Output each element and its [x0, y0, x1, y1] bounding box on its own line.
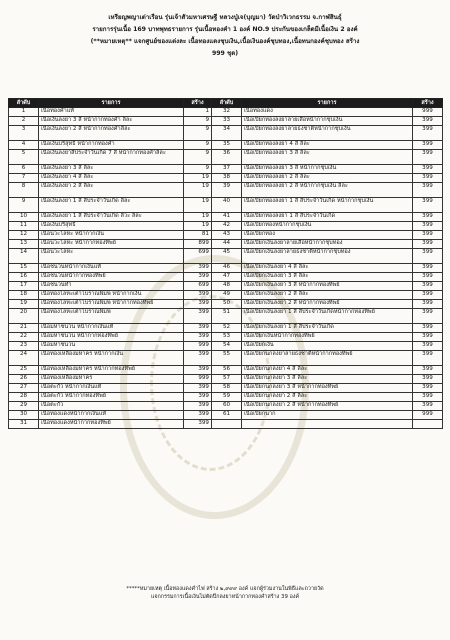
row-number: 22: [9, 333, 39, 342]
row-count: [413, 420, 443, 429]
table-row: [9, 273, 443, 282]
row-item: เนื้อเปียกทองหน้ากากชุบเงิน: [242, 222, 413, 231]
row-item: เนื้อเปียกทองลงยาลายเสือหน้ากากชุบเงิน: [242, 117, 413, 126]
row-count: 399: [184, 366, 212, 375]
row-number: 58: [212, 384, 242, 393]
row-number: 28: [9, 393, 39, 402]
row-item: เนื้อเงินลงยา 1 สี สีประจำวันเกิด ลีวะ ลีละ: [39, 213, 184, 222]
table-row: [9, 342, 443, 351]
col-header-no: ลำดับ: [9, 99, 39, 108]
row-number: 45: [212, 249, 242, 264]
table-row: [9, 264, 443, 273]
row-count: 399: [413, 342, 443, 351]
row-number: 41: [212, 213, 242, 222]
row-count: 19: [184, 222, 212, 231]
row-number: 46: [212, 264, 242, 273]
row-number: 53: [212, 333, 242, 342]
row-item: เนื้อทองโลหะเต่าโบราณพิมพ์: [39, 309, 184, 324]
row-count: 399: [413, 150, 443, 165]
row-item: เนื้อเปียกเงินลงยา 4 สี ลีละ: [242, 264, 413, 273]
row-item: เนื้อเปียกนกลงยา 4 สี ลีละ: [242, 366, 413, 375]
row-item: เนื้อเงินลงยา 4 สี ลีละ: [39, 174, 184, 183]
header-note: (**หมายเหตุ** แจกศูนย์ของแต่งละ เนื้อทองแดงชุบเงิน,เนื้อเงินองค์ชุบทอง,เนื้อทนกองค์ชุบทอง สร้าง: [90, 38, 360, 45]
row-count: 399: [184, 393, 212, 402]
row-number: 24: [9, 351, 39, 366]
row-number: 7: [9, 174, 39, 183]
row-count: 399: [413, 249, 443, 264]
table-row: [9, 183, 443, 198]
row-number: 23: [9, 342, 39, 351]
row-item: เนื้อเงินบริสุทธิ์ หน้ากากทองคำ: [39, 141, 184, 150]
header-note-cont: 999 ชุด): [211, 50, 239, 57]
row-item: เนื้อเงินลงยาสีประจำวันเกิด 7 สี หน้ากากทองคำลีละ: [39, 150, 184, 165]
row-number: 47: [212, 273, 242, 282]
table-row: [9, 375, 443, 384]
row-number: 42: [212, 222, 242, 231]
row-number: 36: [212, 150, 242, 165]
table-row: [9, 174, 443, 183]
row-number: 43: [212, 231, 242, 240]
row-number: 55: [212, 351, 242, 366]
row-count: 699: [184, 282, 212, 291]
row-item: เนื้อชนวนหน้ากากเงินแท้: [39, 264, 184, 273]
row-item: เนื้อชนวนหน้ากากทองทิพย์: [39, 273, 184, 282]
table-row: [9, 324, 443, 333]
row-count: 399: [184, 384, 212, 393]
row-number: 57: [212, 375, 242, 384]
table-row: [9, 126, 443, 141]
document-footer: [0, 585, 450, 601]
row-item: เนื้อเปียกเงินลงยา 2 สี ลีละ: [242, 291, 413, 300]
table-row: [9, 384, 443, 393]
footer-note: *****หมายเหตุ เนื้อทองแดงคำไฟ สร้าง ๒,๙๙๙ องค์ แจกผู้ร่วมงานในพิธีและถวายวัด: [126, 586, 324, 592]
row-number: 48: [212, 282, 242, 291]
row-number: [212, 420, 242, 429]
row-count: 399: [184, 411, 212, 420]
row-number: 34: [212, 126, 242, 141]
row-item: เนื้อเงินบริสุทธิ์: [39, 222, 184, 231]
row-count: 399: [413, 165, 443, 174]
row-count: 399: [184, 402, 212, 411]
row-count: 399: [413, 273, 443, 282]
row-number: 33: [212, 117, 242, 126]
row-number: 11: [9, 222, 39, 231]
table-row: [9, 231, 443, 240]
row-number: 35: [212, 141, 242, 150]
row-item: เนื้อมหาชนวน หน้ากากทองทิพย์: [39, 333, 184, 342]
row-count: 19: [184, 183, 212, 198]
row-number: 4: [9, 141, 39, 150]
row-count: 399: [413, 141, 443, 150]
row-item: เนื้อทองเหลืองมหาคร หน้ากากเงิน: [39, 351, 184, 366]
row-count: 9: [184, 126, 212, 141]
row-item: เนื้อเปียกนกลงยา 3 สี ลีละ: [242, 375, 413, 384]
row-number: 14: [9, 249, 39, 264]
row-count: 399: [413, 402, 443, 411]
row-number: 52: [212, 324, 242, 333]
table-row: [9, 117, 443, 126]
row-item: เนื้อเปียกเงินลงยา 1 สี สีประจำวันเกิด: [242, 324, 413, 333]
table-row: [9, 393, 443, 402]
row-item: เนื้อมหาชนวน หน้ากากเงินแท้: [39, 324, 184, 333]
row-count: 81: [184, 231, 212, 240]
table-row: [9, 249, 443, 264]
row-item: เนื้อเปียกทองลงยา 3 สี หน้ากากชุบเงิน: [242, 165, 413, 174]
row-item: เนื้อเปียกเงินลงยา 3 สี ลีละ: [242, 273, 413, 282]
row-number: 9: [9, 198, 39, 213]
row-item: เนื้อเปียกทองลงยา 3 สี ลีละ: [242, 150, 413, 165]
row-number: 10: [9, 213, 39, 222]
row-number: 20: [9, 309, 39, 324]
row-number: 32: [212, 108, 242, 117]
table-row: [9, 402, 443, 411]
items-table: [8, 98, 443, 429]
row-number: 51: [212, 309, 242, 324]
row-number: 17: [9, 282, 39, 291]
row-count: 999: [184, 375, 212, 384]
row-count: 399: [413, 300, 443, 309]
row-item: เนื้อทองโลหะเต่าโบราณพิมพ์ หน้ากากทองทิพย์: [39, 300, 184, 309]
row-item: เนื้อทองแดง: [242, 108, 413, 117]
row-count: 399: [413, 393, 443, 402]
row-item: เนื้อเปียกทองลงยาลายธงชาติหน้ากากชุบเงิน: [242, 126, 413, 141]
row-count: 1: [184, 108, 212, 117]
row-count: 699: [184, 249, 212, 264]
row-count: 399: [184, 300, 212, 309]
row-item: เนื้อเปียกเงินลงยาลายธงชาติหน้ากากชุบทอง: [242, 249, 413, 264]
row-count: 399: [184, 273, 212, 282]
row-count: 399: [184, 420, 212, 429]
row-number: 2: [9, 117, 39, 126]
row-number: 30: [9, 411, 39, 420]
row-number: 39: [212, 183, 242, 198]
col-header-count: สร้าง: [184, 99, 212, 108]
row-item: เนื้อเปียกนกลงยา 2 สี หน้ากากทองทิพย์: [242, 402, 413, 411]
row-number: 26: [9, 375, 39, 384]
row-item: เนื้อมหาชนวน: [39, 342, 184, 351]
row-number: 40: [212, 198, 242, 213]
row-item: เนื้อเปียกทองลงยา 2 สี หน้ากากชุบเงิน ลีละ: [242, 183, 413, 198]
row-item: เนื้อทองคำแท้: [39, 108, 184, 117]
col-header-no: ลำดับ: [212, 99, 242, 108]
table-header-row: [9, 99, 443, 108]
table-row: [9, 309, 443, 324]
row-item: เนื้อเงินลงยา 3 สี ลีละ: [39, 165, 184, 174]
row-item: เนื้อตะกั่ว หน้ากากทองทิพย์: [39, 393, 184, 402]
row-count: 399: [413, 222, 443, 231]
row-count: 399: [413, 198, 443, 213]
row-count: 399: [184, 264, 212, 273]
row-number: 19: [9, 300, 39, 309]
row-item: เนื้อทองเหลืองมหาคร หน้ากากทองทิพย์: [39, 366, 184, 375]
row-item: เนื้อเปียกทองลงยา 2 สี ลีละ: [242, 174, 413, 183]
row-count: 399: [413, 366, 443, 375]
row-count: 399: [413, 126, 443, 141]
row-number: 54: [212, 342, 242, 351]
row-count: 399: [413, 291, 443, 300]
row-count: 399: [413, 351, 443, 366]
row-count: 19: [184, 213, 212, 222]
row-count: 399: [413, 309, 443, 324]
table-body: [9, 108, 443, 429]
row-item: เนื้อเงินลงยา 1 สี สีประจำวันเกิด ลีละ: [39, 198, 184, 213]
row-item: เนื้อเปียกเงินหน้ากากทองทิพย์: [242, 333, 413, 342]
row-item: เนื้อเปียกทอง: [242, 231, 413, 240]
row-number: 49: [212, 291, 242, 300]
footer-note-2: แจกกรรมการเนื้อเงินไม่ตัดปีกลงยาหน้ากากทองคำสร้าง 39 องค์: [150, 594, 300, 600]
row-count: 399: [413, 174, 443, 183]
row-item: เนื้อเงินลงยา 3 สี หน้ากากทองคำ ลีละ: [39, 117, 184, 126]
row-number: 61: [212, 411, 242, 420]
table-row: [9, 240, 443, 249]
row-item: เนื้อเปียกเงินลงยา 3 สี หน้ากากทองทิพย์: [242, 282, 413, 291]
table-row: [9, 351, 443, 366]
table-row: [9, 300, 443, 309]
table-row: [9, 291, 443, 300]
row-number: 13: [9, 240, 39, 249]
row-number: 6: [9, 165, 39, 174]
row-item: เนื้อทองเหลืองมหาคร: [39, 375, 184, 384]
row-item: เนื้อนวะโลหะ หน้ากากเงิน: [39, 231, 184, 240]
row-item: เนื้อเปียกทองลงยา 1 สี สีประจำวันเกิด หน้ากากชุบเงิน: [242, 198, 413, 213]
row-item: เนื้อเปียกนกลงยา 2 สี ลีละ: [242, 393, 413, 402]
header-title: เหรียญพญาเต่าเรือน รุ่นเจ้าสัวมหาเศรษฐี หลวงปู่เจ(บุญมา) วัดป่าวิเวกธรรม จ.กาฬสินธุ์: [108, 14, 342, 21]
table-row: [9, 141, 443, 150]
row-item: เนื้อเปียกนกลงยาลายธงชาติหน้ากากทองทิพย์: [242, 351, 413, 366]
row-item: เนื้อเปียกเงิน: [242, 342, 413, 351]
col-header-count: สร้าง: [413, 99, 443, 108]
row-item: [242, 420, 413, 429]
row-number: 59: [212, 393, 242, 402]
row-count: 399: [184, 309, 212, 324]
table-row: [9, 165, 443, 174]
table-row: [9, 198, 443, 213]
row-count: 399: [413, 384, 443, 393]
row-item: เนื้อเงินลงยา 2 สี หน้ากากทองคำลีละ: [39, 126, 184, 141]
row-count: 899: [184, 240, 212, 249]
table-row: [9, 411, 443, 420]
row-count: 399: [413, 282, 443, 291]
row-number: 15: [9, 264, 39, 273]
row-count: 399: [413, 240, 443, 249]
row-count: 999: [413, 411, 443, 420]
row-count: 399: [184, 324, 212, 333]
row-number: 16: [9, 273, 39, 282]
row-number: 18: [9, 291, 39, 300]
table-row: [9, 108, 443, 117]
table-row: [9, 150, 443, 165]
row-item: เนื้อทองแดงหน้ากากทองทิพย์: [39, 420, 184, 429]
table-row: [9, 420, 443, 429]
row-count: 9: [184, 165, 212, 174]
row-count: 19: [184, 174, 212, 183]
row-number: 60: [212, 402, 242, 411]
row-item: เนื้อทองแดงหน้ากากเงินแท้: [39, 411, 184, 420]
row-item: เนื้อเปียกเงินลงยาลายเสือหน้ากากชุบทอง: [242, 240, 413, 249]
row-count: 9: [184, 150, 212, 165]
document-header: [0, 12, 450, 60]
col-header-item: รายการ: [39, 99, 184, 108]
row-number: 25: [9, 366, 39, 375]
row-item: เนื้อเปียกทองลงยา 4 สี ลีละ: [242, 141, 413, 150]
row-count: 399: [413, 117, 443, 126]
row-count: 399: [413, 231, 443, 240]
row-item: เนื้อนวะโลหะ: [39, 249, 184, 264]
row-count: 399: [413, 264, 443, 273]
row-number: 56: [212, 366, 242, 375]
row-item: เนื้อชนวนทำ: [39, 282, 184, 291]
row-number: 31: [9, 420, 39, 429]
row-item: เนื้อตะกั่ว หน้ากากเงินแท้: [39, 384, 184, 393]
row-count: 9: [184, 117, 212, 126]
row-item: เนื้อเงินลงยา 2 สี ลีละ: [39, 183, 184, 198]
table-row: [9, 333, 443, 342]
row-count: 399: [413, 375, 443, 384]
row-number: 50: [212, 300, 242, 309]
col-header-item: รายการ: [242, 99, 413, 108]
row-count: 399: [184, 291, 212, 300]
row-number: 12: [9, 231, 39, 240]
table-row: [9, 282, 443, 291]
table-row: [9, 366, 443, 375]
row-number: 21: [9, 324, 39, 333]
row-count: 399: [413, 333, 443, 342]
row-item: เนื้อเปียกทองลงยา 1 สี สีประจำวันเกิด: [242, 213, 413, 222]
table-row: [9, 222, 443, 231]
row-item: เนื้อเปียกเงินลงยา 2 สี หน้ากากทองทิพย์: [242, 300, 413, 309]
row-number: 5: [9, 150, 39, 165]
row-number: 8: [9, 183, 39, 198]
row-count: 19: [184, 198, 212, 213]
header-subtitle: รายการรุ่นเนื้อ 169 บาทพุทธรายการ รุ่นเนื้อทองคำ 1 องค์ NO.9 ประกันของเกล็ดมีเนื้อเงิน 2 องค์: [92, 26, 358, 33]
row-count: 9: [184, 141, 212, 150]
row-count: 399: [184, 351, 212, 366]
row-number: 3: [9, 126, 39, 141]
row-count: 399: [184, 333, 212, 342]
row-count: 999: [413, 108, 443, 117]
row-item: เนื้อตะกั่ว: [39, 402, 184, 411]
row-count: 399: [413, 324, 443, 333]
row-count: 999: [184, 342, 212, 351]
row-item: เนื้อเปียกนาก: [242, 411, 413, 420]
row-item: เนื้อนวะโลหะ หน้ากากทองทิพย์: [39, 240, 184, 249]
row-count: 399: [413, 213, 443, 222]
row-number: 27: [9, 384, 39, 393]
row-number: 1: [9, 108, 39, 117]
row-number: 44: [212, 240, 242, 249]
row-item: เนื้อเปียกเงินลงยา 1 สี สีประจำวันเกิดหน้ากากทองทิพย์: [242, 309, 413, 324]
row-count: 399: [413, 183, 443, 198]
row-item: เนื้อเปียกนกลงยา 3 สี หน้ากากทองทิพย์: [242, 384, 413, 393]
row-number: 29: [9, 402, 39, 411]
row-item: เนื้อทองโลหะเต่าโบราณพิมพ์ หน้ากากเงิน: [39, 291, 184, 300]
row-number: 37: [212, 165, 242, 174]
table-row: [9, 213, 443, 222]
row-number: 38: [212, 174, 242, 183]
